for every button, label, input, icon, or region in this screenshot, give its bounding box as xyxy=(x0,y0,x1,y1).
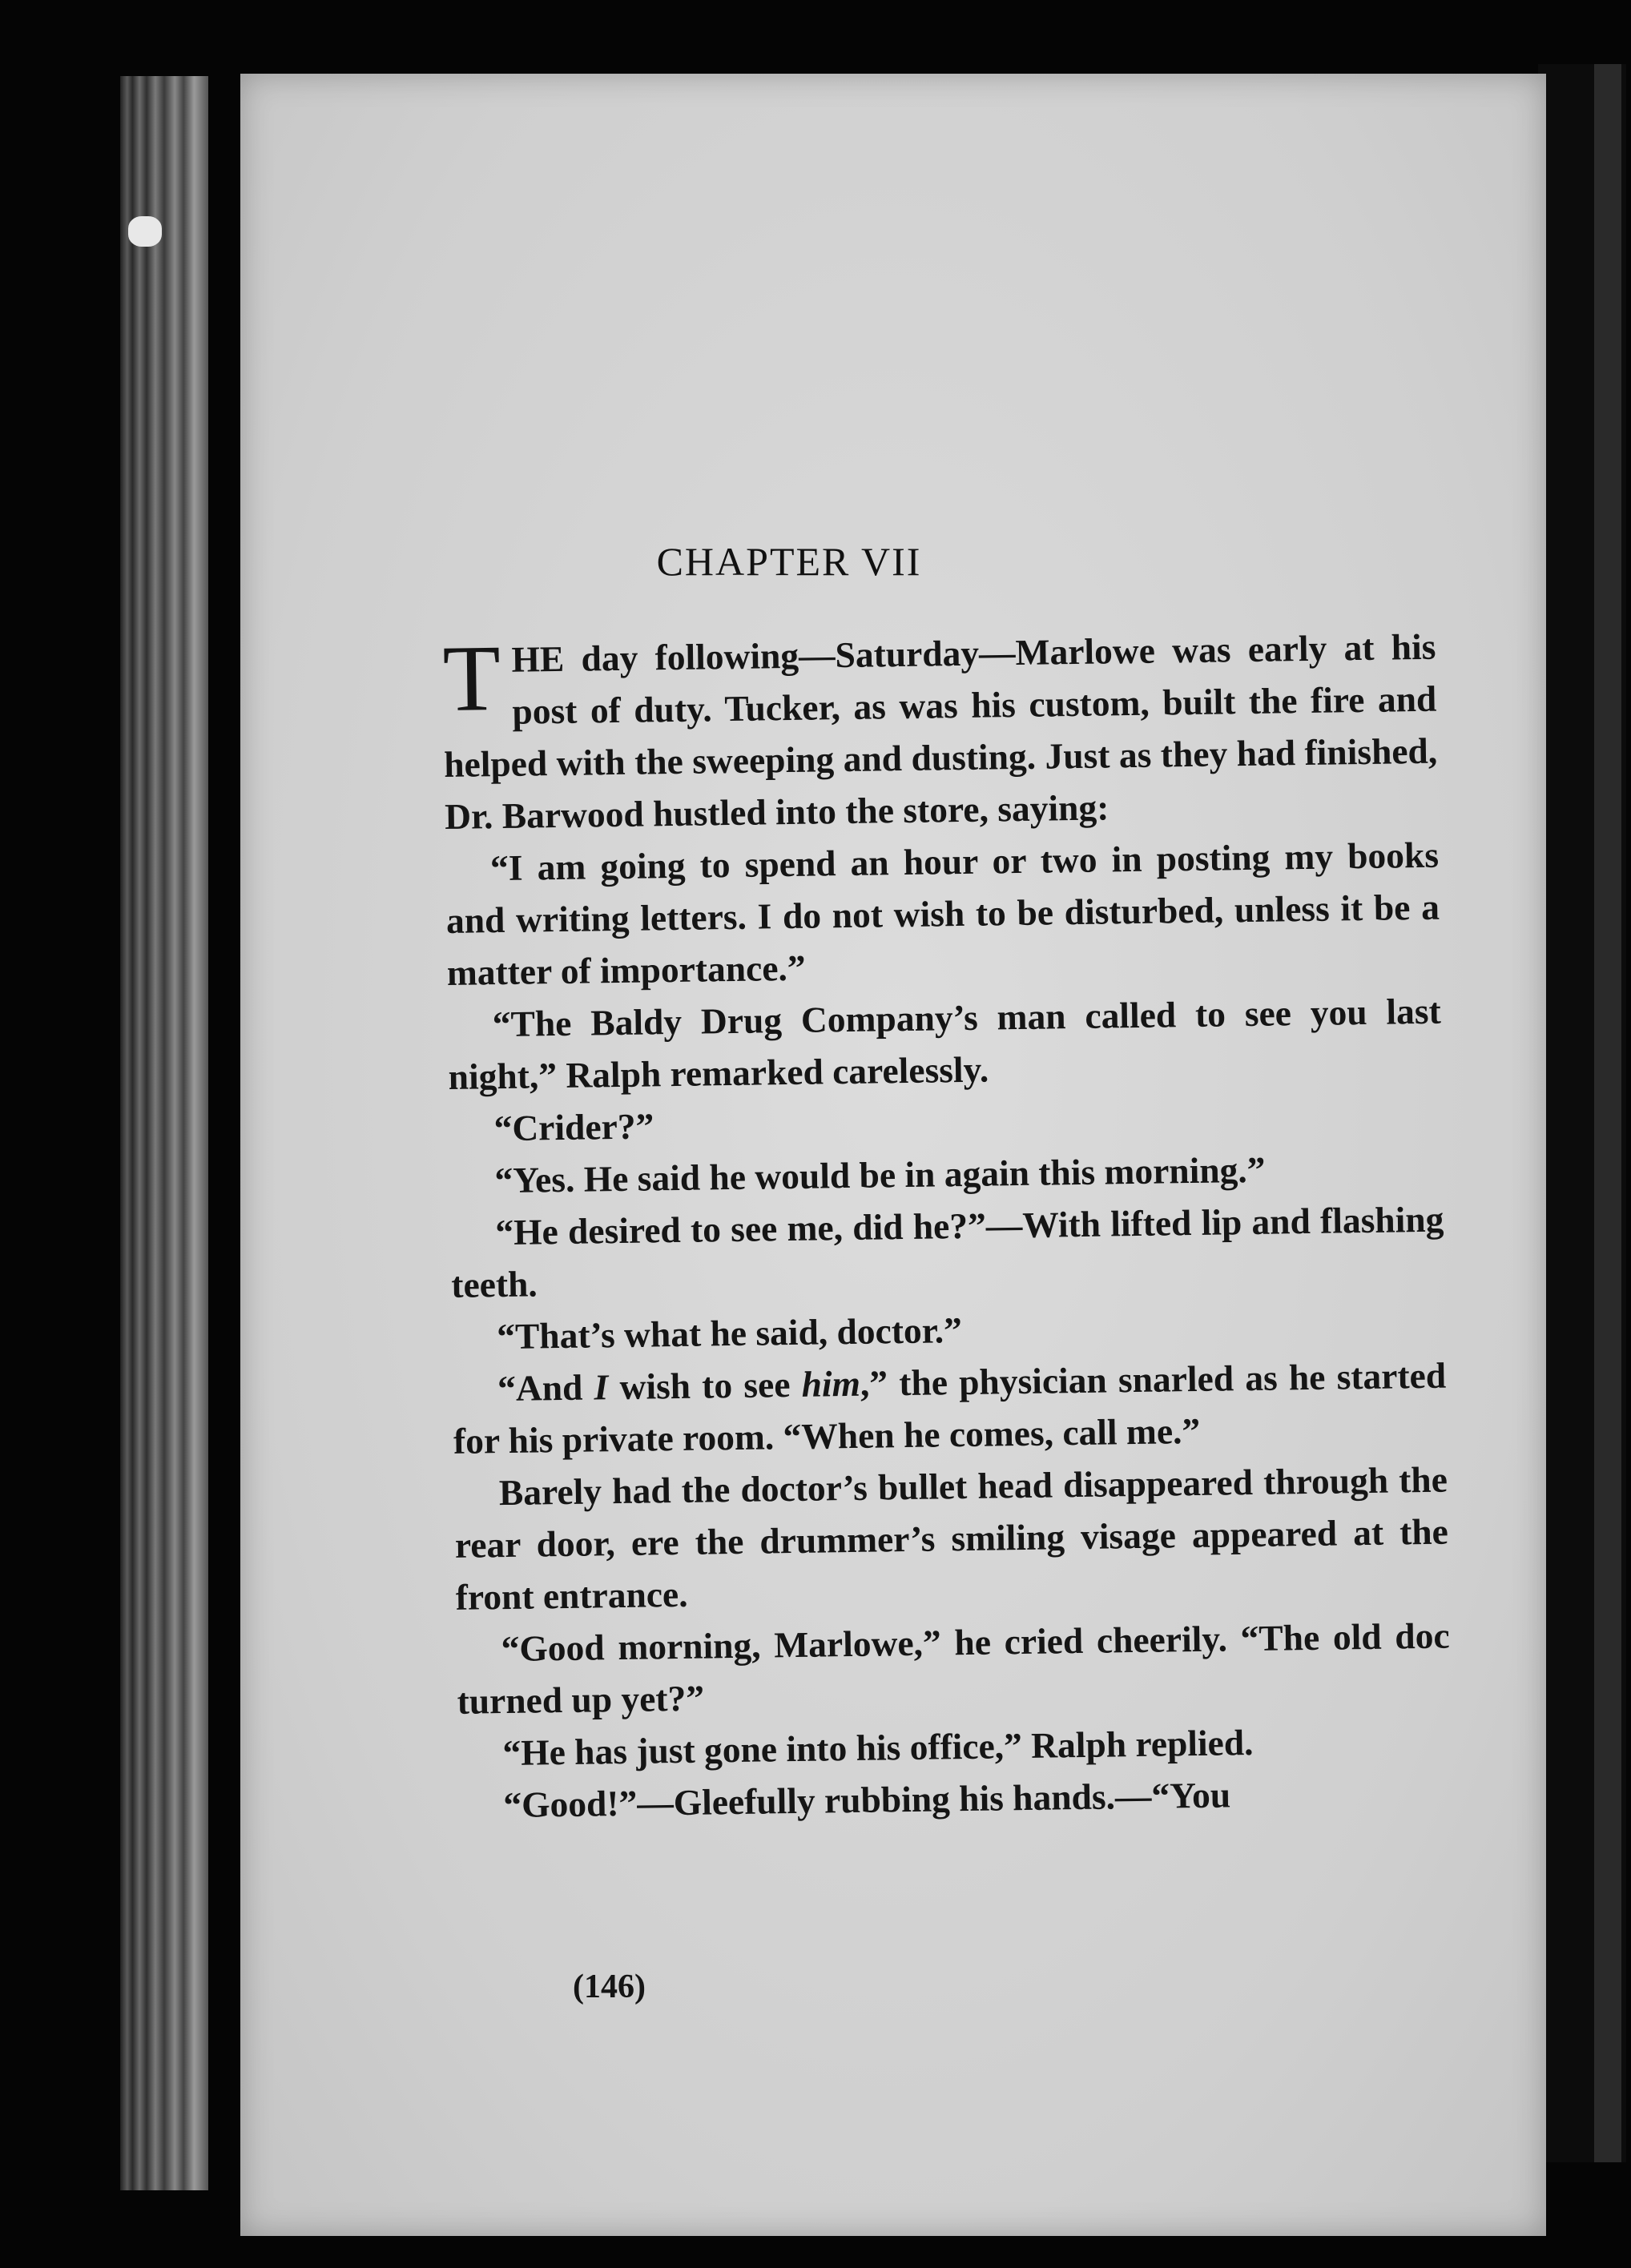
binding-strip xyxy=(1594,64,1621,2162)
paragraph-9: “Good morning, Marlowe,” he cried cheerily. “The old doc turned up yet?” xyxy=(457,1615,1450,1722)
italic-word: I xyxy=(594,1366,609,1408)
book-page xyxy=(240,74,1546,2236)
text-part: ,” the physician snarled as he started for his private room. “When he comes, call me.” xyxy=(453,1354,1447,1462)
paragraph-3: “Crider?” xyxy=(493,1105,654,1149)
paragraph-11: “Good!”—Gleefully rubbing his hands.—“You xyxy=(503,1774,1231,1826)
paragraph-text: day following—Saturday—Marlowe was early at his post of duty. Tucker, as was his custom, built the fire and helped with the sweeping and dusting. Just as they had finished, Dr. Barwood hustled into the store, saying: xyxy=(443,625,1438,837)
paragraph-7 xyxy=(453,1349,1448,1467)
text-part: wish to see xyxy=(607,1363,802,1408)
page-edges-stack xyxy=(120,76,208,2190)
paragraph-0 xyxy=(442,621,1439,842)
first-word-rest: HE xyxy=(511,637,565,680)
paragraph-8: Barely had the doctor’s bullet head disappeared through the rear door, ere the drummer’s smiling visage appeared at the front entrance. xyxy=(454,1458,1449,1618)
book-binding xyxy=(1538,64,1626,2162)
left-dark-margin xyxy=(0,0,120,2268)
text-part: “And xyxy=(497,1366,594,1409)
paragraph-5: “He desired to see me, did he?”—With lifted lip and flashing teeth. xyxy=(450,1198,1444,1305)
paragraph-1: “I am going to spend an hour or two in posting my books and writing letters. I do not wish to be disturbed, unless it be a matter of importance.” xyxy=(445,834,1440,993)
paragraph-2: “The Baldy Drug Company’s man called to see you last night,” Ralph remarked carelessly. xyxy=(448,990,1442,1097)
page-number: (146) xyxy=(573,1968,646,2005)
chapter-heading: CHAPTER VII xyxy=(656,539,922,584)
paragraph-10: “He has just gone into his office,” Ralph replied. xyxy=(502,1722,1254,1774)
body-text xyxy=(442,621,1452,1832)
italic-word: him xyxy=(801,1362,861,1405)
paper-speck xyxy=(128,216,162,247)
paragraph-4: “Yes. He said he would be in again this morning.” xyxy=(494,1148,1266,1201)
paragraph-6: “That’s what he said, doctor.” xyxy=(496,1309,963,1357)
drop-cap: T xyxy=(441,625,501,731)
